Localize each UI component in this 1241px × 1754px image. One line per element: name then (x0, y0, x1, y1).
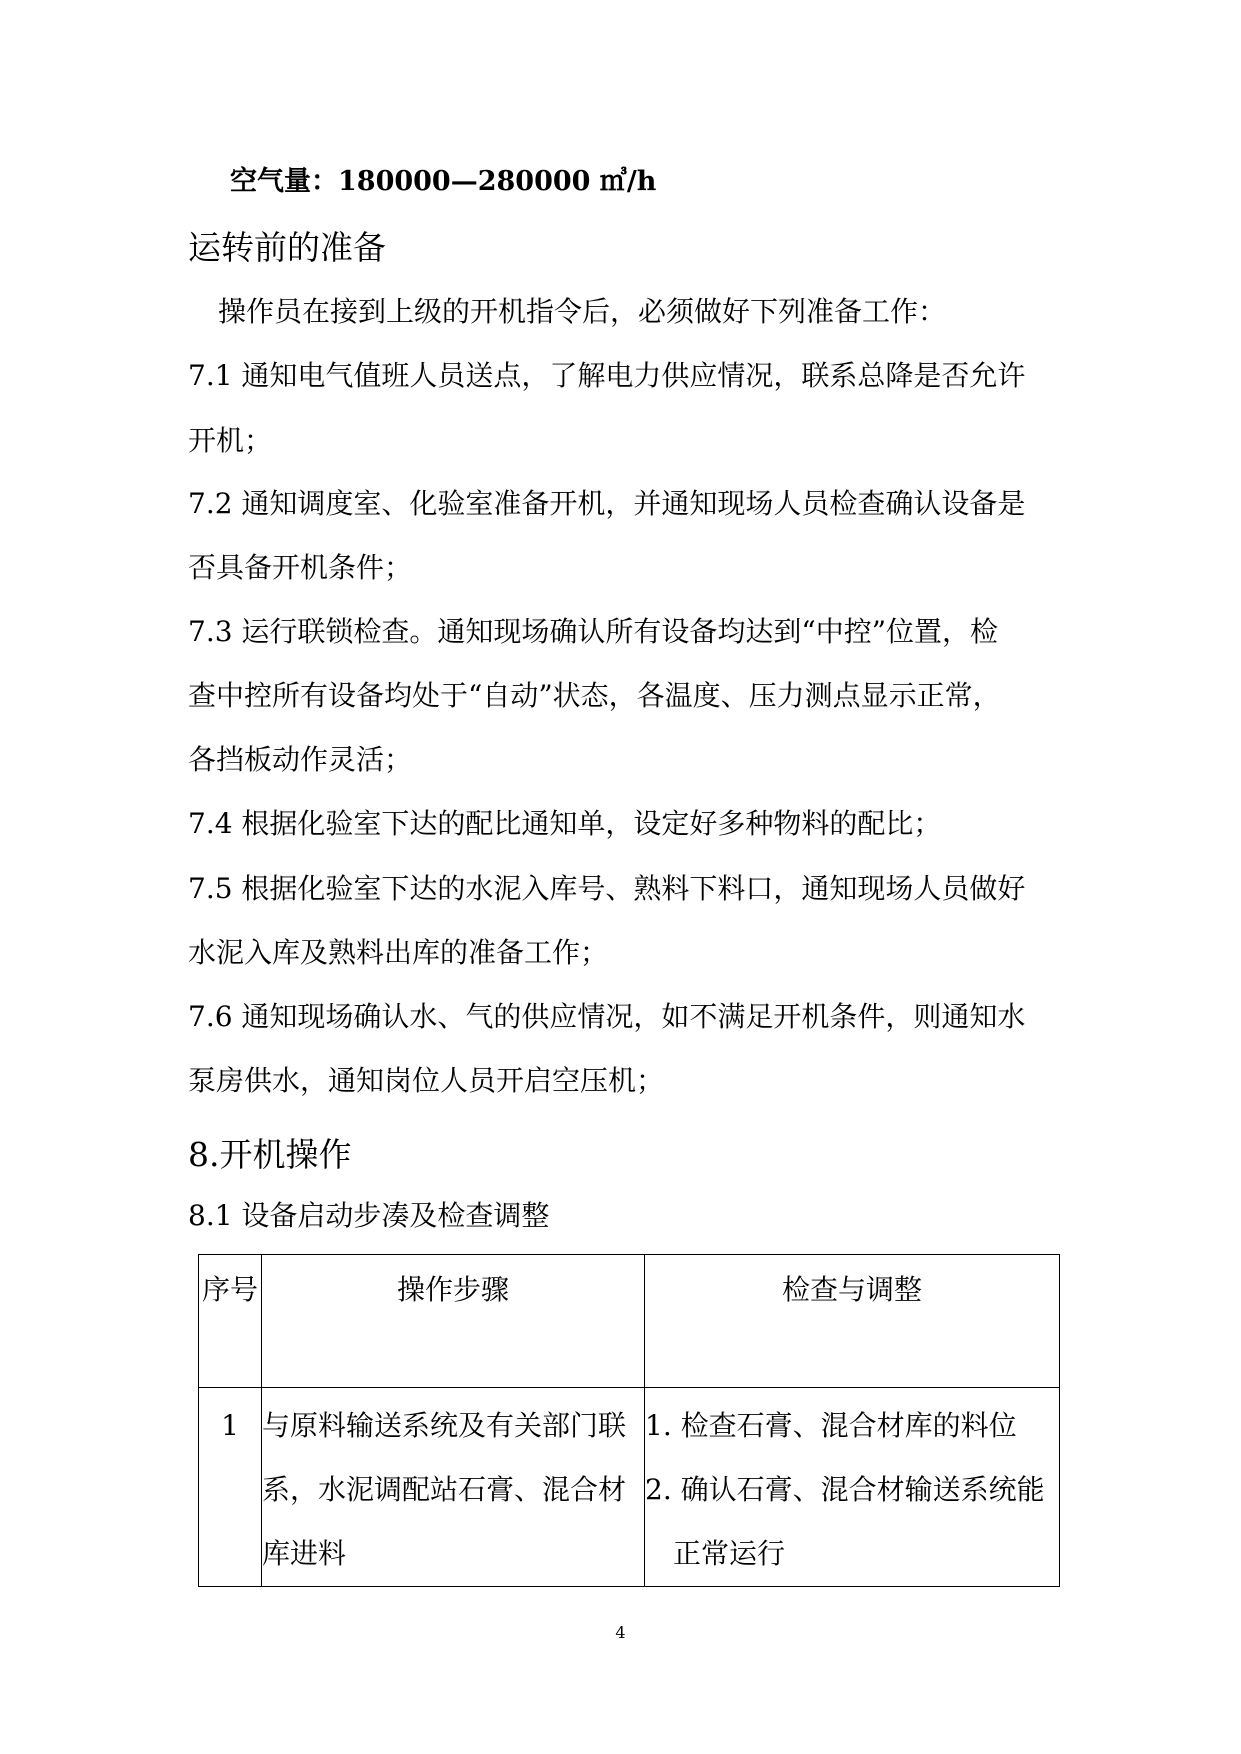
table-row (199, 1388, 1060, 1587)
item-7-4-line-1: 7.4 根据化验室下达的配比通知单，设定好多种物料的配比； (188, 807, 942, 840)
item-7-3-line-1: 7.3 运行联锁检查。通知现场确认所有设备均达到“中控”位置，检 (188, 615, 999, 648)
page-number: 4 (615, 1623, 626, 1642)
row-operation-step: 与原料输送系统及有关部门联系，水泥调配站石膏、混合材库进料 (262, 1388, 645, 1587)
header-check-adjust: 检查与调整 (645, 1255, 1060, 1388)
header-sequence-number: 序号 (199, 1255, 262, 1388)
item-7-2-line-1: 7.2 通知调度室、化验室准备开机，并通知现场人员检查确认设备是 (188, 487, 1026, 520)
item-7-5-line-1: 7.5 根据化验室下达的水泥入库号、熟料下料口，通知现场人员做好 (188, 872, 1026, 905)
intro-paragraph: 操作员在接到上级的开机指令后，必须做好下列准备工作： (218, 295, 947, 328)
startup-steps-table (198, 1254, 1060, 1587)
item-7-1-line-2: 开机； (188, 424, 273, 457)
check-item-2: 2. 确认石膏、混合材输送系统能 (645, 1473, 1045, 1506)
check-item-2-continued: 正常运行 (673, 1537, 786, 1570)
table-header-row (199, 1255, 1060, 1388)
item-7-1-line-1: 7.1 通知电气值班人员送点，了解电力供应情况，联系总降是否允许 (188, 359, 1026, 392)
check-item-1: 1. 检查石膏、混合材库的料位 (645, 1409, 1017, 1442)
air-volume-line: 空气量：180000—280000 ㎥/h (230, 166, 657, 197)
row-check-adjust (645, 1388, 1060, 1587)
section-title-preparation: 运转前的准备 (188, 228, 386, 267)
item-7-6-line-2: 泵房供水，通知岗位人员开启空压机； (188, 1064, 665, 1097)
heading-startup-operation: 8.开机操作 (188, 1135, 352, 1174)
header-operation-step: 操作步骤 (262, 1255, 645, 1388)
subheading-startup-steps: 8.1 设备启动步凑及检查调整 (188, 1199, 550, 1232)
item-7-3-line-3: 各挡板动作灵活； (188, 743, 413, 776)
item-7-2-line-2: 否具备开机条件； (188, 551, 413, 584)
item-7-5-line-2: 水泥入库及熟料出库的准备工作； (188, 936, 609, 969)
item-7-3-line-2: 查中控所有设备均处于“自动”状态，各温度、压力测点显示正常， (188, 679, 1001, 712)
item-7-6-line-1: 7.6 通知现场确认水、气的供应情况，如不满足开机条件，则通知水 (188, 1000, 1026, 1033)
row-sequence-number: 1 (199, 1388, 262, 1587)
